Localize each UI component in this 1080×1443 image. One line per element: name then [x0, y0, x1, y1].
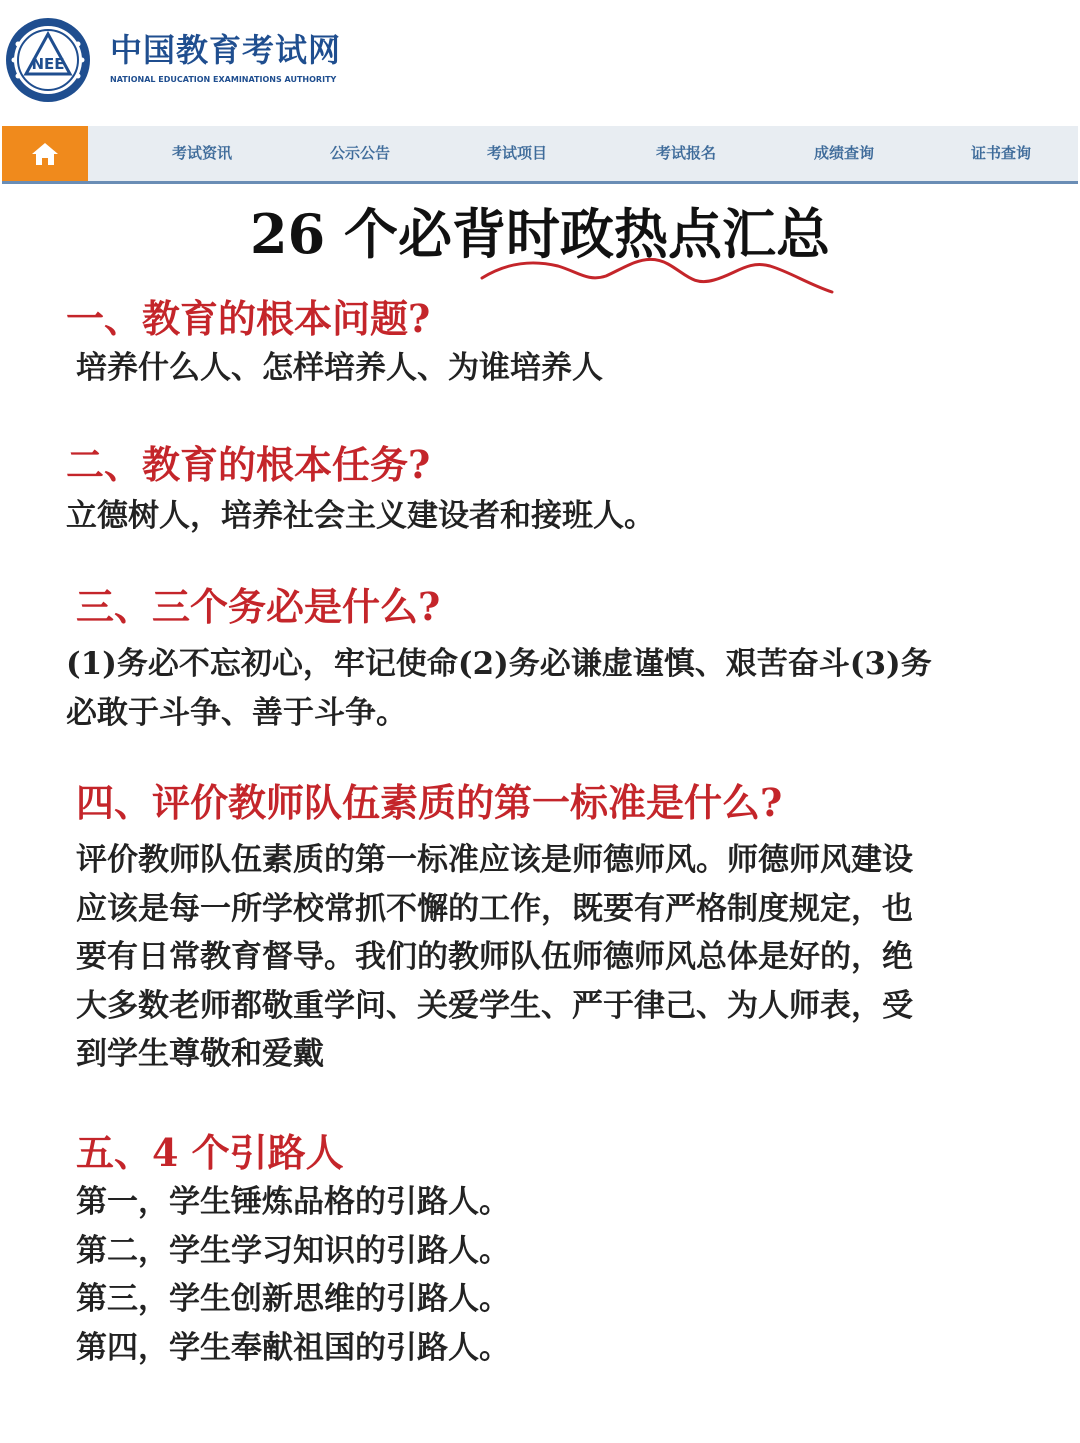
list-item: 第三，学生创新思维的引路人。	[76, 1281, 510, 1317]
site-name-en: NATIONAL EDUCATION EXAMINATIONS AUTHORITY	[110, 75, 337, 84]
section-4-line-4: 大多数老师都敬重学问、关爱学生、严于律己、为人师表，受	[76, 987, 913, 1024]
section-3-paragraph	[66, 640, 1026, 737]
section-4-line-3: 要有日常教育督导。我们的教师队伍师德师风总体是好的，绝	[76, 939, 913, 975]
section-4-paragraph	[76, 836, 1036, 1079]
nav-item-announcements[interactable]: 公示公告	[330, 144, 391, 162]
page-title: 26 个必背时政热点汇总	[250, 202, 830, 266]
list-item: 第四，学生奉献祖国的引路人。	[76, 1329, 510, 1366]
section-2-text: 立德树人，培养社会主义建设者和接班人。	[66, 498, 655, 534]
section-5-list	[76, 1178, 1036, 1372]
site-name-cn: 中国教育考试网	[110, 31, 342, 69]
site-logo-text[interactable]	[110, 32, 341, 84]
nav-item-score-query[interactable]: 成绩查询	[814, 144, 875, 162]
main-nav	[2, 126, 1078, 184]
section-1-heading: 一、教育的根本问题?	[66, 296, 431, 341]
section-1-text: 培养什么人、怎样培养人、为谁培养人	[76, 350, 603, 386]
section-3-line-1: (1)务必不忘初心，牢记使命(2)务必谦虚谨慎、艰苦奋斗(3)务	[66, 646, 932, 682]
section-4-line-2: 应该是每一所学校常抓不懈的工作，既要有严格制度规定，也	[76, 890, 913, 927]
section-3-heading: 三、三个务必是什么?	[76, 584, 441, 629]
section-4-line-1: 评价教师队伍素质的第一标准应该是师德师风。师德师风建设	[76, 842, 913, 878]
list-item: 第二，学生学习知识的引路人。	[76, 1232, 510, 1269]
nav-item-exam-news[interactable]: 考试资讯	[172, 144, 233, 162]
emblem-text: NEE	[31, 55, 65, 73]
nav-item-certificate-query[interactable]: 证书查询	[971, 144, 1032, 162]
section-5-heading: 五、4 个引路人	[76, 1130, 344, 1175]
list-item: 第一，学生锤炼品格的引路人。	[76, 1184, 510, 1220]
title-underline-squiggle	[478, 252, 838, 300]
site-header	[0, 0, 1080, 122]
nav-item-exam-programs[interactable]: 考试项目	[487, 144, 548, 162]
nav-home-button[interactable]	[2, 126, 88, 181]
section-2-heading: 二、教育的根本任务?	[66, 442, 431, 487]
section-3-line-2: 必敢于斗争、善于斗争。	[66, 694, 407, 731]
section-4-heading: 四、评价教师队伍素质的第一标准是什么?	[76, 780, 783, 825]
nav-item-registration[interactable]: 考试报名	[656, 144, 717, 162]
section-4-line-5: 到学生尊敬和爱戴	[76, 1036, 324, 1072]
nee-emblem-logo[interactable]	[4, 14, 92, 106]
home-icon	[31, 141, 59, 167]
